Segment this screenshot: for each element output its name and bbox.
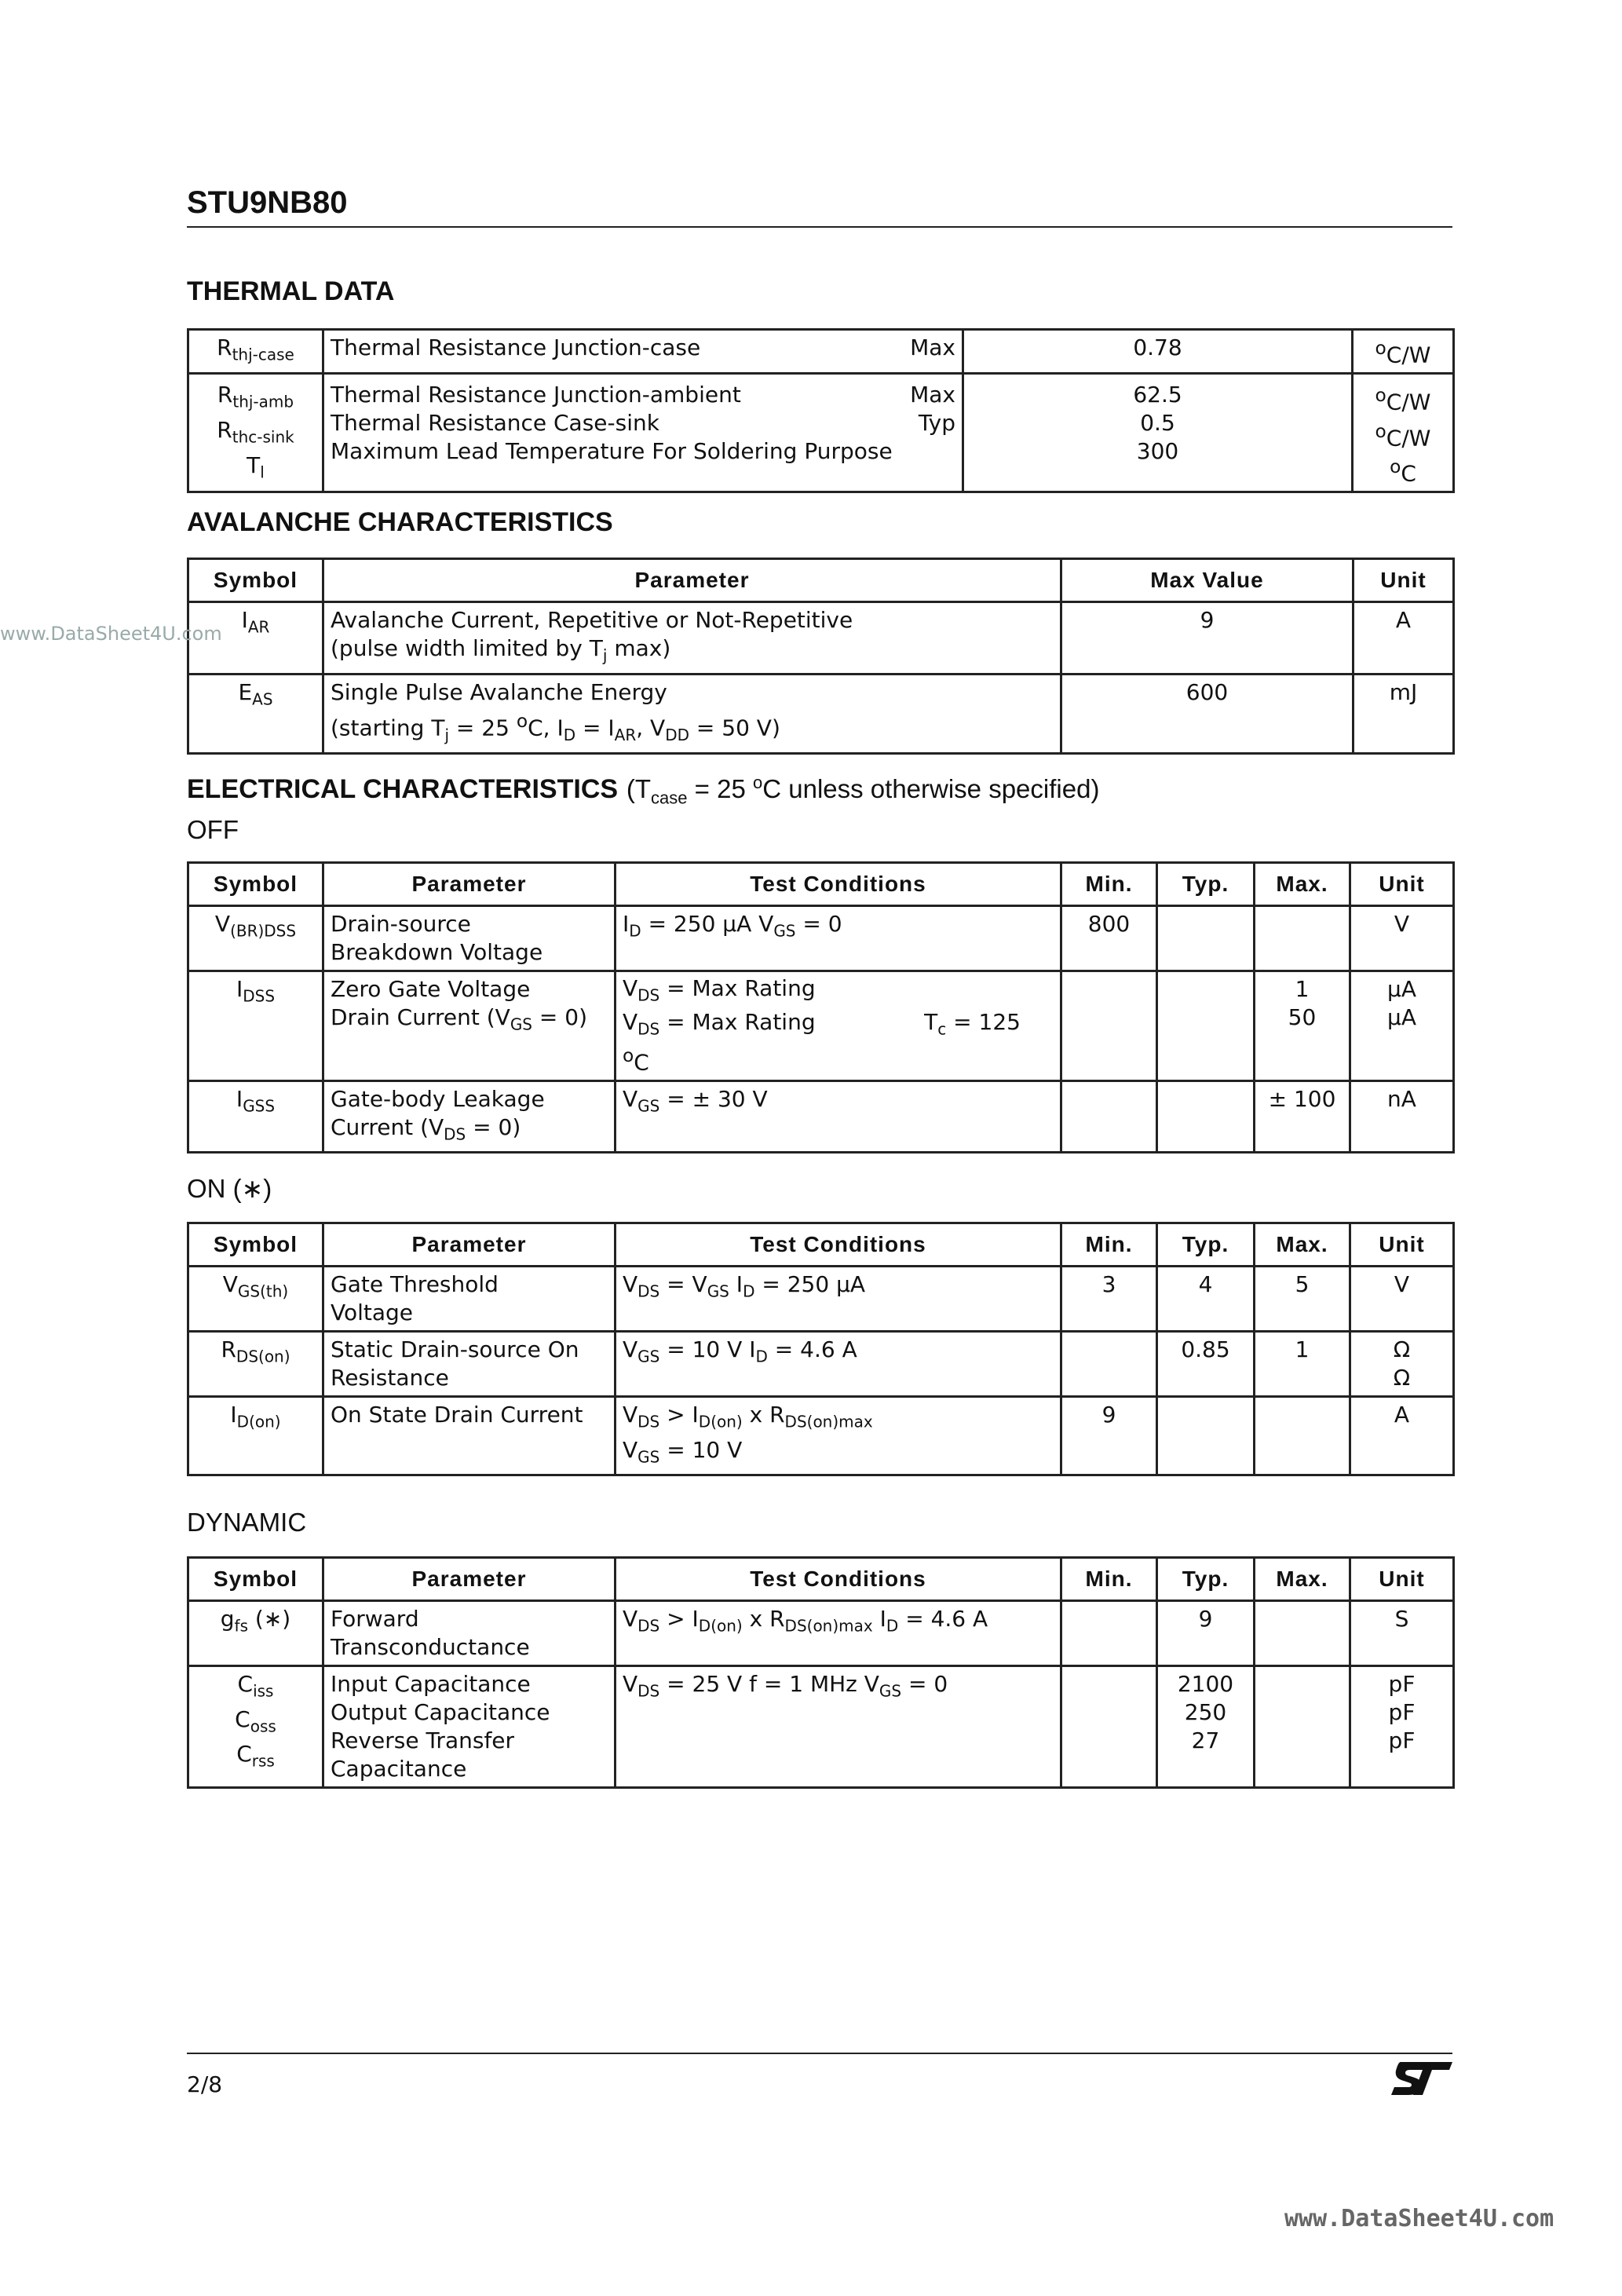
column-header: Symbol (188, 559, 323, 602)
typ-cell: 0.85 (1157, 1332, 1255, 1397)
min-cell: 800 (1061, 906, 1157, 971)
symbol-cell: $R_{DS(on)}$ (188, 1332, 323, 1397)
table-header-row (188, 559, 1454, 602)
symbol-cell: $R_{thj-case}$ (188, 330, 323, 374)
on-table (187, 1222, 1455, 1476)
table-row (188, 1267, 1454, 1332)
column-header: Test Conditions (616, 1558, 1061, 1601)
unit-cell: V (1350, 1267, 1454, 1332)
symbol-cell: $V_{GS(th)}$ (188, 1267, 323, 1332)
document-title: STU9NB80 (187, 185, 348, 220)
st-logo-icon (1390, 2059, 1454, 2101)
test-conditions-cell: $V_{DS} > I_{D(on)}$ x $R_{DS(on)max}$ $I_D = 4.6$ A (616, 1601, 1061, 1666)
column-header: Symbol (188, 863, 323, 906)
parameter-cell: Zero Gate Voltage Drain Current $(V_{GS} = 0)$ (323, 971, 616, 1081)
column-header: Min. (1061, 863, 1157, 906)
dynamic-table (187, 1556, 1455, 1789)
value-cell: 0.78 (963, 330, 1353, 374)
symbol-cell: $I_{AR}$ (188, 602, 323, 675)
typ-cell: 9 (1157, 1601, 1255, 1666)
symbol-cell: $g_{fs}$ (∗) (188, 1601, 323, 1666)
min-cell (1061, 1080, 1157, 1153)
table-header-row (188, 863, 1454, 906)
max-cell (1255, 1601, 1350, 1666)
electrical-title (187, 773, 1099, 809)
table-row (188, 374, 1454, 492)
column-header: Max Value (1061, 559, 1353, 602)
on-subtitle: ON (∗) (187, 1174, 272, 1203)
test-conditions-cell: $V_{DS}$ = Max Rating $V_{DS}$ = Max Rating $T_c = 125$ $^o$C (616, 971, 1061, 1081)
test-conditions-cell: $V_{DS} = 25$ V f = 1 MHz $V_{GS} = 0$ (616, 1666, 1061, 1788)
column-header: Typ. (1157, 1223, 1255, 1267)
typ-cell: 2100 250 27 (1157, 1666, 1255, 1788)
symbol-cell: $E_{AS}$ (188, 674, 323, 753)
table-row (188, 1332, 1454, 1397)
parameter-cell: Avalanche Current, Repetitive or Not-Repetitive (pulse width limited by $T_j$ max) (323, 602, 1061, 675)
parameter-cell: Thermal Resistance Junction-ambient Max Thermal Resistance Case-sink Typ Maximum Lead Temperature For Soldering Purpose (323, 374, 963, 492)
thermal-table (187, 328, 1455, 493)
unit-cell: S (1350, 1601, 1454, 1666)
column-header: Unit (1350, 1223, 1454, 1267)
unit-cell: nA (1350, 1080, 1454, 1153)
column-header: Unit (1350, 1558, 1454, 1601)
unit-cell: V (1350, 906, 1454, 971)
parameter-cell: Thermal Resistance Junction-case Max (323, 330, 963, 374)
min-cell: 3 (1061, 1267, 1157, 1332)
parameter-cell: Gate-body Leakage Current $(V_{DS} = 0)$ (323, 1080, 616, 1153)
unit-cell: pF pF pF (1350, 1666, 1454, 1788)
symbol-cell: $I_{DSS}$ (188, 971, 323, 1081)
table-row (188, 971, 1454, 1081)
column-header: Parameter (323, 863, 616, 906)
watermark-left: www.DataSheet4U.com (0, 623, 222, 645)
unit-cell: $^o$C/W $^o$C/W $^o$C (1353, 374, 1454, 492)
column-header: Min. (1061, 1558, 1157, 1601)
header-rule (187, 226, 1452, 228)
min-cell (1061, 1601, 1157, 1666)
parameter-cell: Single Pulse Avalanche Energy (starting $T_j = 25$ $^o$C, $I_D = I_{AR}$, $V_{DD} = 50$ V) (323, 674, 1061, 753)
avalanche-table (187, 558, 1455, 755)
column-header: Max. (1255, 1558, 1350, 1601)
unit-cell: μA μA (1350, 971, 1454, 1081)
dynamic-subtitle: DYNAMIC (187, 1508, 307, 1537)
table-row (188, 1601, 1454, 1666)
column-header: Symbol (188, 1223, 323, 1267)
symbol-cell: $I_{D(on)}$ (188, 1397, 323, 1475)
min-cell (1061, 1666, 1157, 1788)
column-header: Min. (1061, 1223, 1157, 1267)
column-header: Typ. (1157, 1558, 1255, 1601)
table-row (188, 674, 1454, 753)
table-row (188, 906, 1454, 971)
electrical-heading: ELECTRICAL CHARACTERISTICS (187, 774, 619, 804)
max-cell: 1 50 (1255, 971, 1350, 1081)
off-subtitle: OFF (187, 815, 239, 844)
max-cell: ± 100 (1255, 1080, 1350, 1153)
value-cell: 62.5 0.5 300 (963, 374, 1353, 492)
column-header: Max. (1255, 863, 1350, 906)
footer-rule (187, 2053, 1452, 2054)
column-header: Parameter (323, 1223, 616, 1267)
test-conditions-cell: $V_{DS} > I_{D(on)}$ x $R_{DS(on)max}$ $V_{GS} = 10$ V (616, 1397, 1061, 1475)
min-cell (1061, 1332, 1157, 1397)
test-conditions-cell: $V_{GS}$ = ± 30 V (616, 1080, 1061, 1153)
parameter-cell: On State Drain Current (323, 1397, 616, 1475)
parameter-cell: Forward Transconductance (323, 1601, 616, 1666)
min-cell (1061, 971, 1157, 1081)
page-number: 2/8 (187, 2071, 223, 2097)
table-row (188, 1080, 1454, 1153)
table-row (188, 330, 1454, 374)
symbol-cell: $C_{iss}$ $C_{oss}$ $C_{rss}$ (188, 1666, 323, 1788)
symbol-cell: $I_{GSS}$ (188, 1080, 323, 1153)
table-row (188, 1666, 1454, 1788)
max-cell: 1 (1255, 1332, 1350, 1397)
parameter-cell: Static Drain-source On Resistance (323, 1332, 616, 1397)
test-conditions-cell: $V_{GS} = 10$ V $I_D = 4.6$ A (616, 1332, 1061, 1397)
min-cell: 9 (1061, 1397, 1157, 1475)
column-header: Symbol (188, 1558, 323, 1601)
max-cell (1255, 906, 1350, 971)
parameter-cell: Drain-source Breakdown Voltage (323, 906, 616, 971)
typ-cell (1157, 906, 1255, 971)
unit-cell: mJ (1353, 674, 1454, 753)
table-header-row (188, 1558, 1454, 1601)
max-cell: 5 (1255, 1267, 1350, 1332)
parameter-cell: Input Capacitance Output Capacitance Reverse Transfer Capacitance (323, 1666, 616, 1788)
parameter-cell: Gate Threshold Voltage (323, 1267, 616, 1332)
column-header: Max. (1255, 1223, 1350, 1267)
thermal-data-title: THERMAL DATA (187, 276, 395, 306)
table-header-row (188, 1223, 1454, 1267)
column-header: Parameter (323, 1558, 616, 1601)
column-header: Unit (1350, 863, 1454, 906)
column-header: Parameter (323, 559, 1061, 602)
column-header: Test Conditions (616, 1223, 1061, 1267)
max-cell (1255, 1397, 1350, 1475)
table-row (188, 1397, 1454, 1475)
test-conditions-cell: $V_{DS} = V_{GS}$ $I_D = 250$ μA (616, 1267, 1061, 1332)
table-row (188, 602, 1454, 675)
off-table (187, 861, 1455, 1153)
typ-cell: 4 (1157, 1267, 1255, 1332)
electrical-condition: ($T_{case} = 25$ $^o$C unless otherwise specified) (626, 773, 1100, 808)
symbol-cell: $R_{thj-amb}$ $R_{thc-sink}$ $T_l$ (188, 374, 323, 492)
typ-cell (1157, 971, 1255, 1081)
typ-cell (1157, 1397, 1255, 1475)
watermark-bottom: www.DataSheet4U.com (1284, 2205, 1554, 2232)
column-header: Unit (1353, 559, 1454, 602)
unit-cell: Ω Ω (1350, 1332, 1454, 1397)
unit-cell: A (1353, 602, 1454, 675)
value-cell: 600 (1061, 674, 1353, 753)
symbol-cell: $V_{(BR)DSS}$ (188, 906, 323, 971)
column-header: Typ. (1157, 863, 1255, 906)
unit-cell: $^o$C/W (1353, 330, 1454, 374)
unit-cell: A (1350, 1397, 1454, 1475)
column-header: Test Conditions (616, 863, 1061, 906)
value-cell: 9 (1061, 602, 1353, 675)
typ-cell (1157, 1080, 1255, 1153)
avalanche-title: AVALANCHE CHARACTERISTICS (187, 507, 613, 537)
max-cell (1255, 1666, 1350, 1788)
test-conditions-cell: $I_D = 250$ μA $V_{GS} = 0$ (616, 906, 1061, 971)
